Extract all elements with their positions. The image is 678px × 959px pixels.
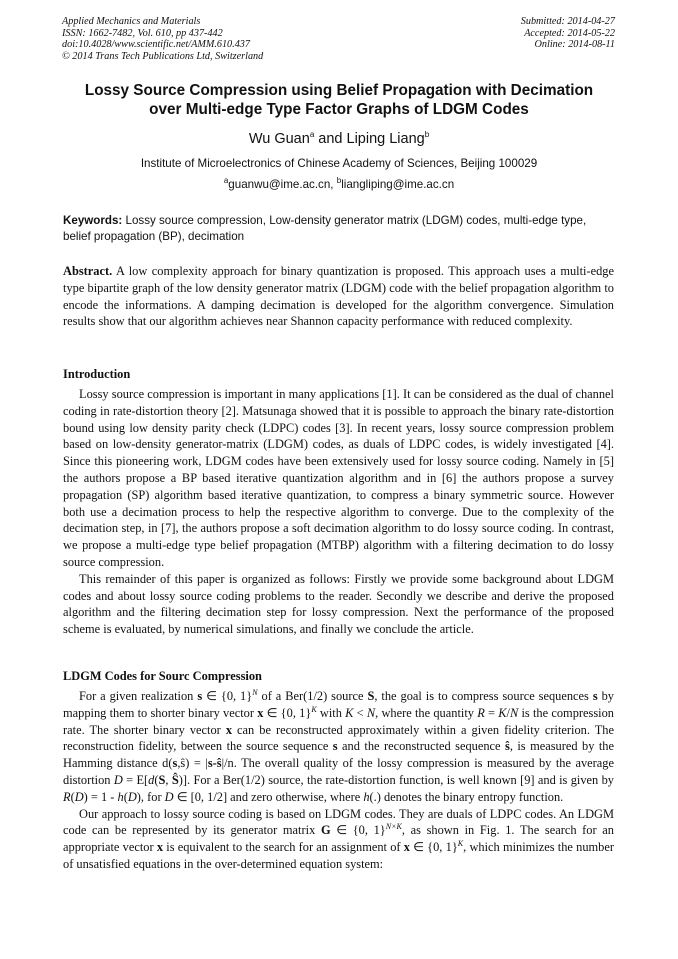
author-name-2: Liping Liang: [346, 131, 425, 147]
email-b: liangliping@ime.ac.cn: [341, 178, 455, 191]
title-line-2: over Multi-edge Type Factor Graphs of LDGM Codes: [149, 101, 529, 118]
section-heading-ldgm: LDGM Codes for Sourc Compression: [63, 669, 262, 683]
online-date: Online: 2014-08-11: [534, 39, 615, 51]
journal-info: [62, 16, 263, 62]
introduction-body: [63, 386, 614, 638]
email-a: guanwu@ime.ac.cn,: [228, 178, 337, 191]
email-sup-a: a: [223, 176, 229, 186]
copyright-line: © 2014 Trans Tech Publications Ltd, Switzerland: [62, 50, 264, 62]
intro-paragraph-2: This remainder of this paper is organized as follows: Firstly we provide some background about LDGM codes and about lossy source coding problems to the reader. Secondly we describe and derive the proposed algorithm and the filtering decimation step for lossy compression. Next the performance of the proposed scheme is evaluated, by numerical simulations, and finally we conclude the article.: [63, 571, 614, 637]
intro-paragraph-1: Lossy source compression is important in many applications [1]. It can be considered as the dual of channel coding in rate-distortion theory [2]. Matsunaga showed that it is possible to approach the binary rate-distortion bound using low density parity check (LDPC) codes [3]. In recent years, lossy source compression problem based on low-density generator-matrix (LDGM) codes, as duals of LDPC codes, is widely investigated [4]. Since this pioneering work, LDGM codes have been extensively used for lossy source coding. Namely in [5] the authors propose a BP based iterative quantization algorithm and in [6] the authors propose a survey propagation (SP) algorithm based iterative quantization, to compress a binary symmetric source. However both use a decimation process to help the respective algorithm to converge. Due to the complexity of the decimation step, in [7], the authors propose a soft decimation algorithm to do lossy source coding. In contrast, we propose a multi-edge type belief propagation (MTBP) algorithm with a filtering decimation to do lossy source compression.: [63, 387, 614, 569]
journal-name: Applied Mechanics and Materials: [62, 16, 201, 27]
abstract: [63, 263, 614, 330]
affiliation: Institute of Microelectronics of Chinese Academy of Sciences, Beijing 100029: [140, 157, 538, 170]
ldgm-paragraph-2: Our approach to lossy source coding is based on LDGM codes. They are duals of LDPC codes. An LDGM code can be represented by its generator matrix G ∈ {0, 1}$^{N\times K}$, as shown in Fig. 1. The search for an appropriate vector x is equivalent to the search for an assignment of x ∈ {0, 1}$^K$, which minimizes the number of unsatisfied equations in the over-determined equation system:: [63, 806, 614, 871]
author-list: [0, 130, 678, 148]
title-line-1: Lossy Source Compression using Belief Propagation with Decimation: [84, 82, 594, 99]
keywords-text: Lossy source compression, Low-density generator matrix (LDGM) codes, multi-edge type, belief propagation (BP), decimation: [63, 214, 587, 243]
author-sup-2: b: [424, 130, 430, 140]
accepted-date: Accepted: 2014-05-22: [524, 27, 615, 39]
abstract-text: A low complexity approach for binary quantization is proposed. This approach uses a multi-edge type bipartite graph of the low density generator matrix (LDGM) code with the belief propagation algorithm to encode the informations. A damping decimation is developed for the algorithm convergence. Simulation results show that our algorithm achieves near Shannon capacity performance with reduced complexity.: [63, 264, 614, 329]
journal-header: [62, 16, 615, 68]
issn-line: ISSN: 1662-7482, Vol. 610, pp 437-442: [62, 27, 223, 39]
paper-title: [40, 81, 638, 119]
submitted-date: Submitted: 2014-04-27: [520, 16, 615, 27]
dates-info: [521, 16, 615, 51]
section-heading-introduction: Introduction: [63, 367, 131, 381]
author-sup-1: a: [309, 130, 315, 140]
author-and: and: [314, 131, 347, 147]
author-name-1: Wu Guan: [248, 131, 310, 147]
ldgm-paragraph-1: For a given realization s ∈ {0, 1}$^N$ of a Ber(1/2) source S, the goal is to compress source sequences s by mapping them to shorter binary vector x ∈ {0, 1}$^K$ with K < N, where the quantity R = K/N is the compression rate. The shorter binary vector x can be reconstructed approximately within a given fidelity criterion. The reconstruction fidelity, between the source sequence s and the reconstructed sequence ŝ, is measured by the Hamming distance d(s,ŝ) = |s-ŝ|/n. The overall quality of the lossy compression is measured by the average distortion D = E[d(S, Ŝ)]. For a Ber(1/2) source, the rate-distortion function, is well known [9] and is given by R(D) = 1 - h(D), for D ∈ [0, 1/2] and zero otherwise, where h(.) denotes the binary entropy function.: [63, 687, 615, 804]
email-sup-b: b: [336, 176, 342, 186]
keywords-label: Keywords:: [63, 214, 123, 227]
abstract-label: Abstract.: [63, 264, 113, 278]
ldgm-body: [63, 688, 614, 873]
doi-line: doi:10.4028/www.scientific.net/AMM.610.437: [62, 39, 250, 51]
author-emails: [0, 178, 678, 192]
keywords: [63, 213, 614, 245]
